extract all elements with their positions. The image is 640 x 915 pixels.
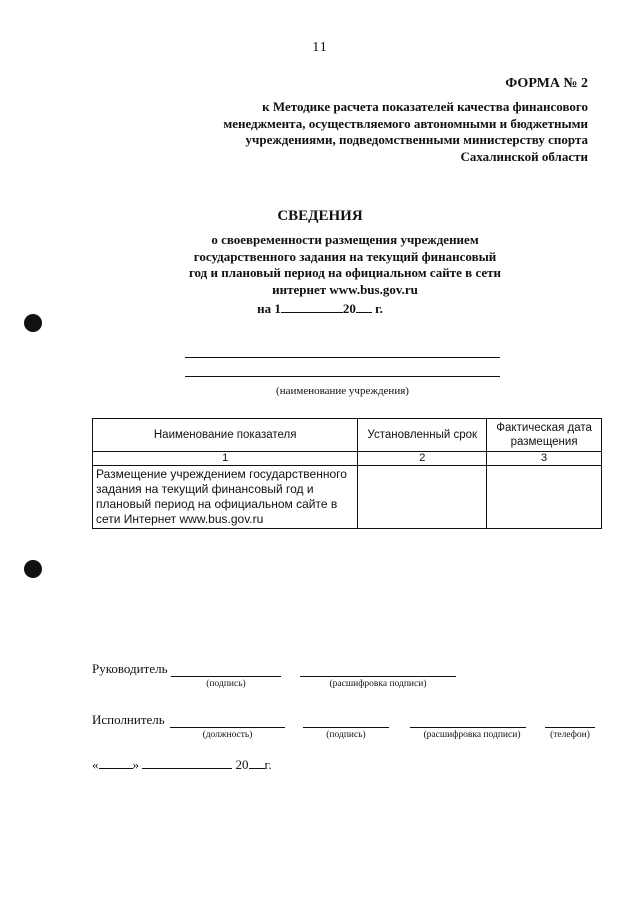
sign-day-blank[interactable] (99, 756, 133, 769)
quote-close: » (132, 757, 139, 772)
date-day-month-blank[interactable] (281, 300, 343, 313)
document-title: СВЕДЕНИЯ (277, 208, 363, 224)
subtitle-line: о своевременности размещения учреждением (211, 232, 479, 247)
institution-name-line-1[interactable] (185, 357, 500, 358)
sign-year-blank[interactable] (249, 756, 265, 769)
executor-position-caption: (должность) (202, 730, 253, 740)
head-decode-line[interactable] (300, 676, 456, 677)
executor-signature-line[interactable] (303, 727, 389, 728)
method-line: учреждениями, подведомственными министерству спорта (245, 132, 588, 147)
executor-decode-line[interactable] (410, 727, 526, 728)
deadline-cell[interactable] (358, 466, 487, 529)
page-number: 11 (312, 40, 328, 55)
sign-year-prefix: 20 (235, 757, 249, 772)
executor-position-line[interactable] (170, 727, 285, 728)
method-line: Сахалинской области (460, 148, 588, 164)
date-year-blank[interactable] (356, 300, 372, 313)
date-year-prefix: 20 (342, 301, 356, 316)
indicators-table (92, 418, 602, 529)
executor-phone-caption: (телефон) (550, 730, 590, 740)
executor-decode-caption: (расшифровка подписи) (423, 730, 521, 740)
institution-name-line-2[interactable] (185, 376, 500, 377)
head-decode-caption: (расшифровка подписи) (329, 679, 427, 689)
indicator-cell: Размещение учреждением государственного задания на текущий финансовый год и плановый период на официальном сайте в сети Интернет www.bus.gov.ru (93, 466, 358, 529)
table-header-row (93, 419, 602, 452)
subtitle-line: интернет www.bus.gov.ru (272, 281, 418, 297)
method-line: менеджмента, осуществляемого автономными и бюджетными (223, 115, 588, 131)
header-indicator: Наименование показателя (93, 419, 358, 452)
header-actual-date: Фактическая дата размещения (487, 419, 602, 452)
column-number: 1 (93, 452, 358, 466)
form-number: ФОРМА № 2 (505, 76, 588, 91)
subtitle-line: государственного задания на текущий финансовый (193, 248, 497, 264)
method-reference (208, 99, 588, 165)
head-sign-caption: (подпись) (206, 679, 246, 689)
institution-caption: (наименование учреждения) (276, 385, 409, 397)
sign-date-line (92, 756, 272, 773)
executor-sign-caption: (подпись) (326, 730, 366, 740)
head-label: Руководитель (92, 661, 168, 676)
report-date-line (0, 300, 640, 317)
table-row (93, 466, 602, 529)
column-number: 3 (487, 452, 602, 466)
column-number: 2 (358, 452, 487, 466)
method-line: к Методике расчета показателей качества финансового (262, 99, 588, 114)
document-subtitle (170, 232, 520, 298)
date-prefix: на 1 (257, 301, 281, 316)
header-deadline: Установленный срок (358, 419, 487, 452)
date-suffix: г. (375, 301, 383, 316)
quote-open: « (92, 757, 99, 772)
sign-date-suffix: г. (264, 757, 272, 772)
punch-hole (24, 314, 42, 332)
table-number-row (93, 452, 602, 466)
executor-phone-line[interactable] (545, 727, 595, 728)
head-signature-line[interactable] (171, 676, 281, 677)
punch-hole (24, 560, 42, 578)
actual-date-cell[interactable] (487, 466, 602, 529)
subtitle-line: год и плановый период на официальном сайте в сети (188, 265, 502, 280)
sign-month-blank[interactable] (142, 756, 232, 769)
executor-label: Исполнитель (92, 712, 165, 727)
